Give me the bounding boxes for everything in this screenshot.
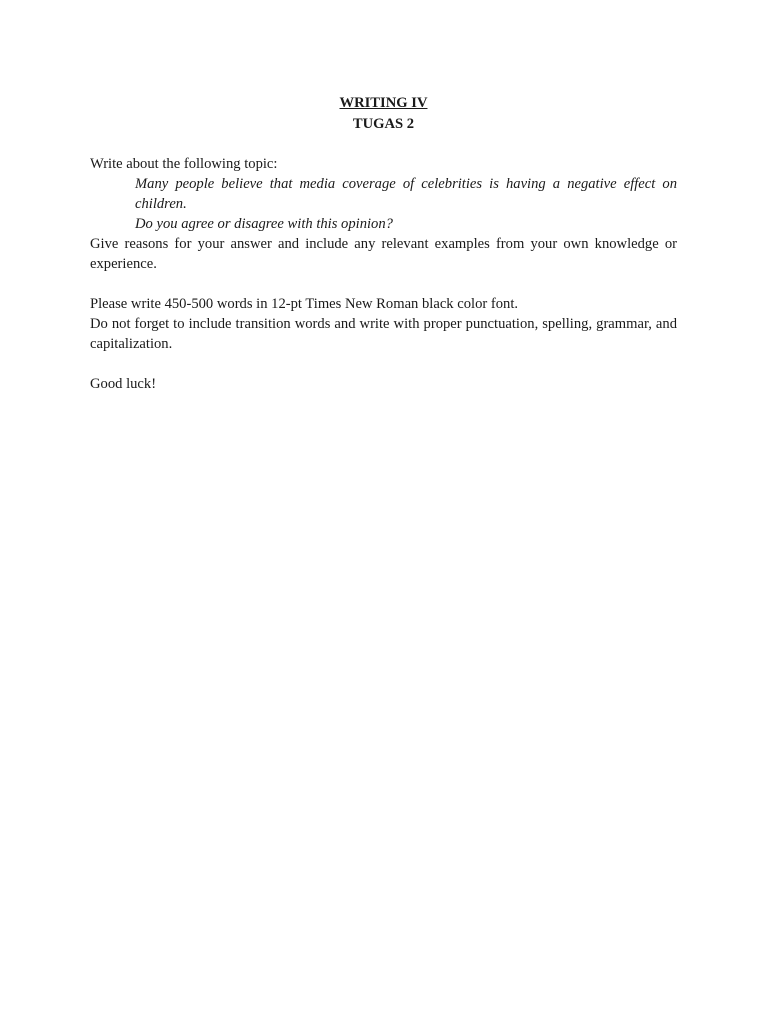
closing-line: Good luck! xyxy=(90,376,157,392)
word-count-instruction: Please write 450-500 words in 12-pt Times New Roman black color font. xyxy=(90,296,519,312)
reasons-instruction: Give reasons for your answer and include any relevant examples from your own knowledge or experience. xyxy=(90,236,677,272)
spacer xyxy=(90,354,677,374)
spacer xyxy=(90,274,677,294)
style-instruction: Do not forget to include transition words and write with proper punctuation, spelling, grammar, and capitalization. xyxy=(90,316,677,352)
spacer xyxy=(90,135,677,154)
document-subtitle: TUGAS 2 xyxy=(352,116,415,132)
document-title xyxy=(90,93,677,114)
topic-question: Do you agree or disagree with this opinion? xyxy=(135,216,393,232)
document-page xyxy=(90,93,677,394)
document-title-text: WRITING IV xyxy=(339,95,428,111)
topic-statement: Many people believe that media coverage of celebrities is having a negative effect on children. xyxy=(135,176,677,212)
intro-line: Write about the following topic: xyxy=(90,156,278,172)
